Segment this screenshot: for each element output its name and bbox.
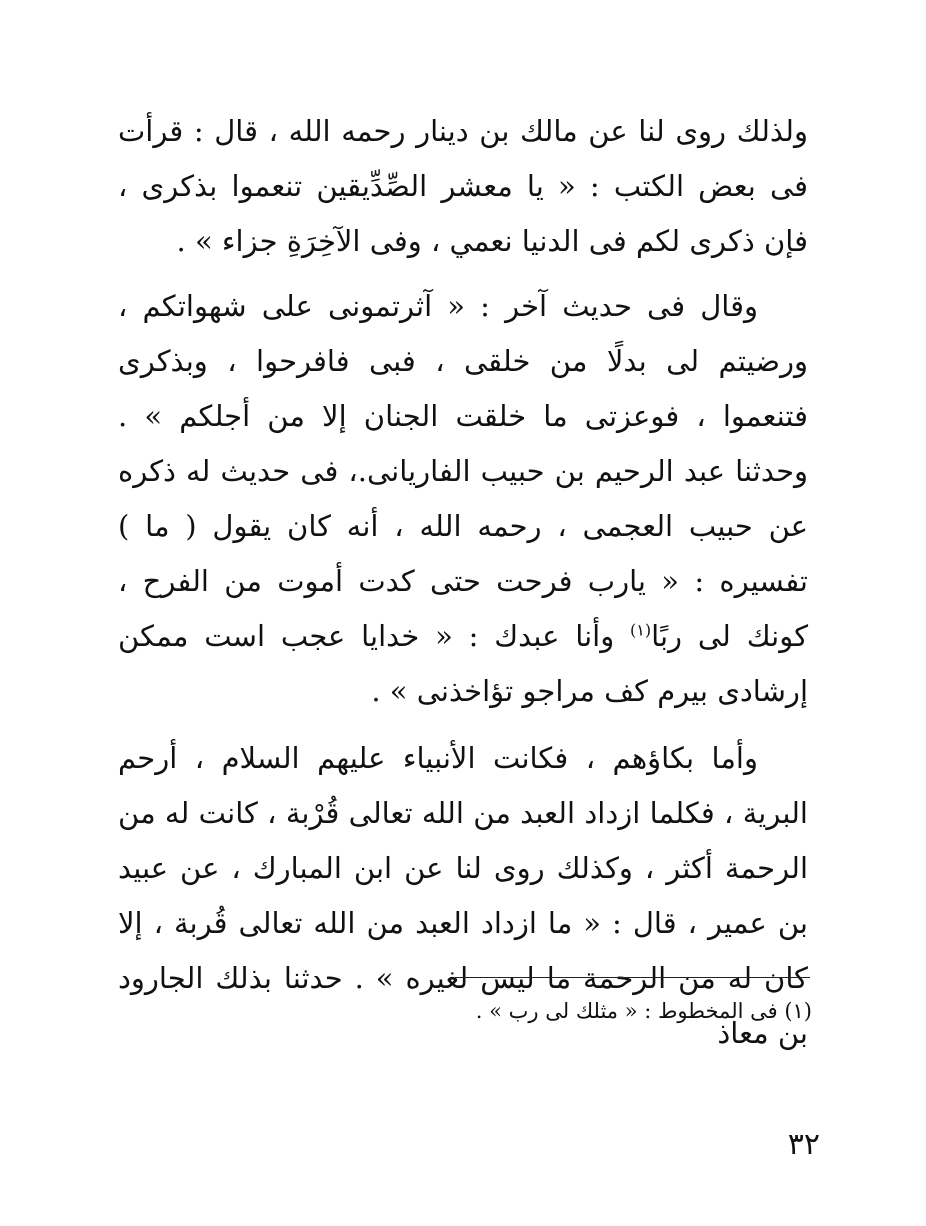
page-number: ٣٢ (787, 1127, 820, 1162)
main-text (118, 104, 808, 1061)
footnote: (١) فى المخطوط : « مثلك لى رب » . (475, 999, 812, 1023)
footnote-divider (455, 977, 810, 978)
paragraph-1 (118, 104, 808, 269)
paragraph-2 (118, 279, 808, 719)
paragraph-2-text-before-note: وقال فى حديث آخر : « آثرتمونى على شهواتكم ، ورضيتم لى بدلًا من خلقى ، فبى فافرحوا ، وبذكرى فتنعموا ، فوعزتى ما خلقت الجنان إلا من أجلكم » . وحدثنا عبد الرحيم بن حبيب الفاريانى.، فى حديث له ذكره عن حبيب العجمى ، رحمه الله ، أنه كان يقول ( ما ) تفسيره : « يارب فرحت حتى كدت أموت من الفرح ، كونك لى ربًا (118, 289, 808, 653)
paragraph-3-text: وأما بكاؤهم ، فكانت الأنبياء عليهم السلام ، أرحم البرية ، فكلما ازداد العبد من الله تعالى قُرْبة ، كانت له من الرحمة أكثر ، وكذلك روى لنا عن ابن المبارك ، عن عبيد بن عمير ، قال : « ما ازداد العبد من الله تعالى قُربة ، إلا كان له من الرحمة ما ليس لغيره » . حدثنا بذلك الجارود بن معاذ (118, 741, 808, 1050)
footnote-marker: (١) (630, 620, 652, 640)
paragraph-2-text-after-note: وأنا عبدك : « خدايا عجب است ممكن إرشادى بيرم كف مراجو تؤاخذنى » . (118, 619, 808, 708)
paragraph-1-text: ولذلك روى لنا عن مالك بن دينار رحمه الله ، قال : قرأت فى بعض الكتب : « يا معشر الصِّدِّيقين تنعموا بذكرى ، فإن ذكرى لكم فى الدنيا نعمي ، وفى الآخِرَةِ جزاء » . (118, 114, 808, 258)
